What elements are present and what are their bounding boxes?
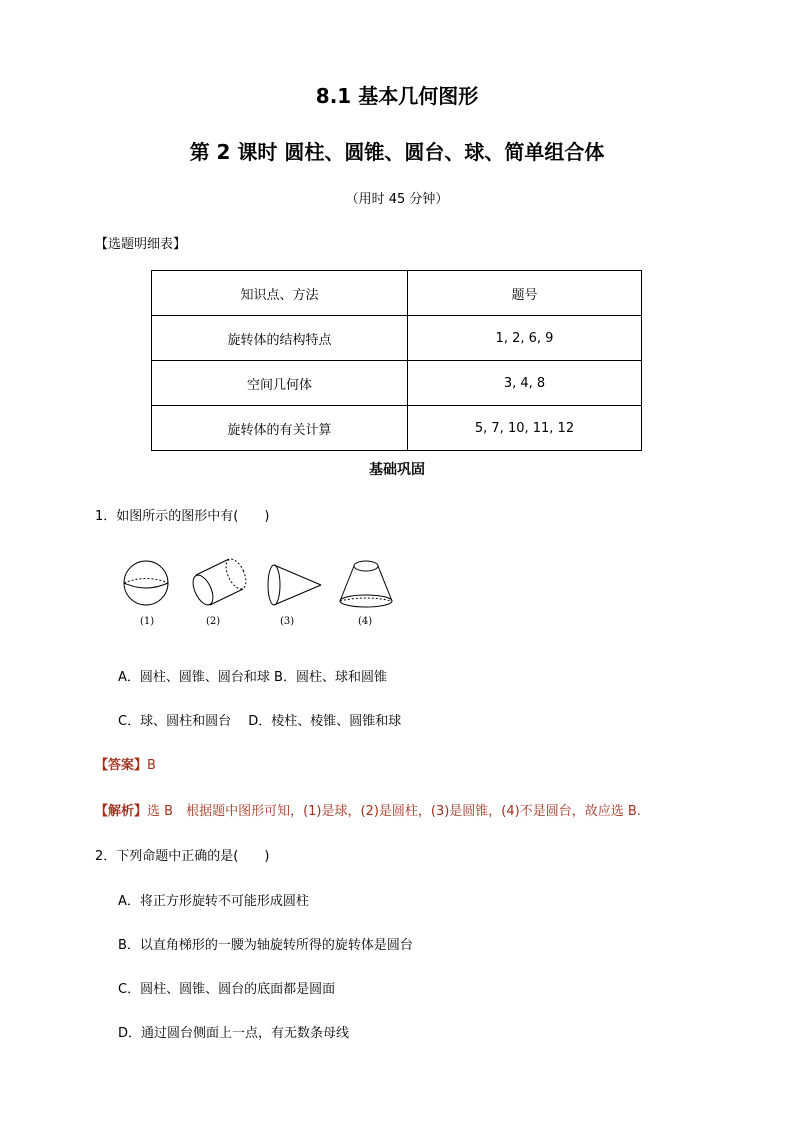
question-2-option-d: D．通过圆台侧面上一点，有无数条母线 [118, 1026, 350, 1041]
question-2-option-b: B．以直角梯形的一腰为轴旋转所得的旋转体是圆台 [118, 938, 413, 953]
table-cell: 1, 2, 6, 9 [408, 316, 642, 361]
figure-label: (1) [140, 616, 155, 627]
question-2-stem: 2．下列命题中正确的是( ) [95, 849, 270, 864]
question-1-options-cd: C．球、圆柱和圆台 D．棱柱、棱锥、圆锥和球 [118, 714, 402, 729]
sphere-shape [124, 561, 168, 605]
table-cell: 3, 4, 8 [408, 361, 642, 406]
cylinder-shape [189, 556, 250, 608]
question-1-stem: 1．如图所示的图形中有( ) [95, 509, 270, 524]
figure-label: (4) [358, 616, 373, 627]
table-cell: 5, 7, 10, 11, 12 [408, 406, 642, 451]
table-cell: 旋转体的结构特点 [152, 316, 408, 361]
table-row [152, 316, 642, 361]
question-2-option-a: A．将正方形旋转不可能形成圆柱 [118, 894, 309, 909]
table-row [152, 406, 642, 451]
analysis-line [95, 800, 641, 819]
detail-table [151, 270, 642, 451]
table-cell: 旋转体的有关计算 [152, 406, 408, 451]
cone-shape [268, 565, 321, 605]
lesson-subtitle: 第 2 课时 圆柱、圆锥、圆台、球、简单组合体 [189, 140, 605, 164]
answer-tag: 【答案】 [95, 758, 148, 773]
answer-value: B [147, 758, 156, 773]
table-header-row [152, 271, 642, 316]
frustum-shape [340, 561, 392, 607]
detail-table-label: 【选题明细表】 [95, 237, 187, 252]
figure-label: (2) [206, 616, 221, 627]
time-note: （用时 45 分钟） [345, 192, 449, 207]
table-header-cell: 题号 [408, 271, 642, 316]
page-title: 8.1 基本几何图形 [315, 84, 479, 108]
question-1-options-ab: A．圆柱、圆锥、圆台和球 B．圆柱、球和圆锥 [118, 670, 387, 685]
figure-label: (3) [280, 616, 295, 627]
table-cell: 空间几何体 [152, 361, 408, 406]
table-row [152, 361, 642, 406]
analysis-text: 选 B 根据题中图形可知，(1)是球，(2)是圆柱，(3)是圆锥，(4)不是圆台，故应选 B. [147, 804, 641, 819]
answer-line [95, 754, 156, 773]
section-title: 基础巩固 [369, 462, 425, 478]
analysis-tag: 【解析】 [95, 804, 148, 819]
question-2-option-c: C．圆柱、圆锥、圆台的底面都是圆面 [118, 982, 336, 997]
table-header-cell: 知识点、方法 [152, 271, 408, 316]
